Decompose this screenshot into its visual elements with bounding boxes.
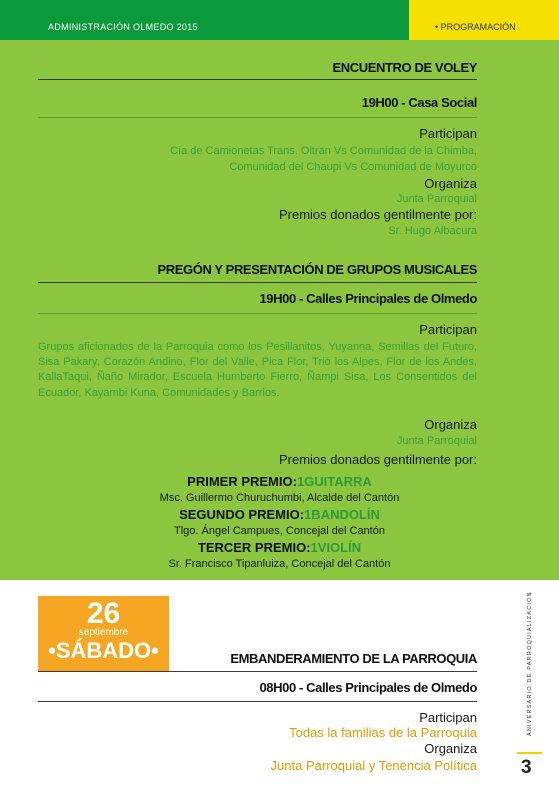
top-bar [0,0,559,40]
event3-organiza-label: Organiza [424,741,477,756]
date-weekday [38,638,169,664]
prize-3-item: 1VIOLÍN [310,540,362,555]
date-badge [38,596,169,671]
prize-1 [0,474,559,489]
event1-organiza-label: Organiza [424,176,477,191]
event3-divider [38,671,477,672]
event2-participants: Grupos aficionados de la Parroquia como los Pesillanitos, Yuyanna, Semillas del Futuro, Sisa Pakary, Corazón Andino, Flor del Valle, Pica Flor, Trió los Alpes, Flor de los Andes, KallaTaqui, Ñaño Mirador, Escuela Humberto Fierro, Ñampi Sisa, Los Consentidos del Ecuador, Kayambi Kuna, Comunidades y Barrios. [38,341,477,399]
date-weekday-text: SÁBADO [55,638,152,663]
page-number: 3 [521,757,532,778]
bullet-icon: • [151,638,159,663]
header-title: ADMINISTRACIÓN OLMEDO 2015 [48,22,198,32]
prize-1-donor: Msc. Guillermo Churuchumbi, Alcalde del Cantón [159,492,400,504]
event2-participan-label: Participan [419,322,477,337]
event1-participants-2: Comunidad del Chaupi Vs Comunidad de Moyurco [229,161,477,173]
event3-divider-2 [38,701,477,702]
event1-premios-value: Sr. Hugo Albacura [388,225,477,237]
prize-3-label: TERCER PREMIO: [197,540,311,555]
event2-organiza-value: Junta Parroquial [396,435,477,447]
event2-time: 19H00 - Calles Principales de Olmedo [259,291,477,306]
event1-divider-2 [38,117,477,118]
event2-premios-label: Premios donados gentilmente por: [278,452,477,467]
event2-divider [38,282,477,283]
event1-title: ENCUENTRO DE VOLEY [332,60,477,75]
event1-participan-label: Participan [419,126,477,141]
event3-time: 08H00 - Calles Principales de Olmedo [259,680,477,695]
prize-3 [0,540,559,555]
prize-1-label: PRIMER PREMIO: [187,474,297,489]
prize-1-item: 1GUITARRA [296,474,372,489]
sidebar-vertical-text [515,590,533,740]
event1-time: 19H00 - Casa Social [361,95,477,110]
event2-title: PREGÓN Y PRESENTACIÓN DE GRUPOS MUSICALES [157,262,477,277]
event2-organiza-label: Organiza [424,417,477,432]
page-number-rule [517,752,542,754]
prize-2 [0,507,559,522]
event3-title: EMBANDERAMIENTO DE LA PARROQUIA [230,651,477,666]
event1-divider [38,79,477,80]
prize-2-item: 1BANDOLÍN [304,507,380,522]
prize-2-donor: Tlgo. Ángel Campues, Concejal del Cantón [174,525,385,537]
event2-divider-2 [38,313,477,314]
event3-organiza-value: Junta Parroquial y Tenencia Política [270,758,477,773]
prize-2-label: SEGUNDO PREMIO: [179,507,305,522]
section-label: • PROGRAMACIÓN [435,22,516,32]
sidebar-text: ANIVERSARIO DE PARROQUIALIZACIÓN [527,591,533,736]
event1-participants-1: Cía de Camionetas Trans. Oltran Vs Comunidad de la Chimba, [170,145,477,157]
event1-organiza-value: Junta Parroquial [396,193,477,205]
event3-participan-label: Participan [419,710,477,725]
event3-participan-value: Todas la familias de la Parroquia [289,725,477,740]
event1-premios-label: Premios donados gentilmente por: [278,207,477,222]
bullet-icon: • [48,638,56,663]
prize-3-donor: Sr. Francisco Tipanluiza, Concejal del Cantón [168,558,391,570]
date-day: 26 [86,597,121,630]
section-tab [409,0,559,40]
date-month: septiembre [78,627,129,638]
